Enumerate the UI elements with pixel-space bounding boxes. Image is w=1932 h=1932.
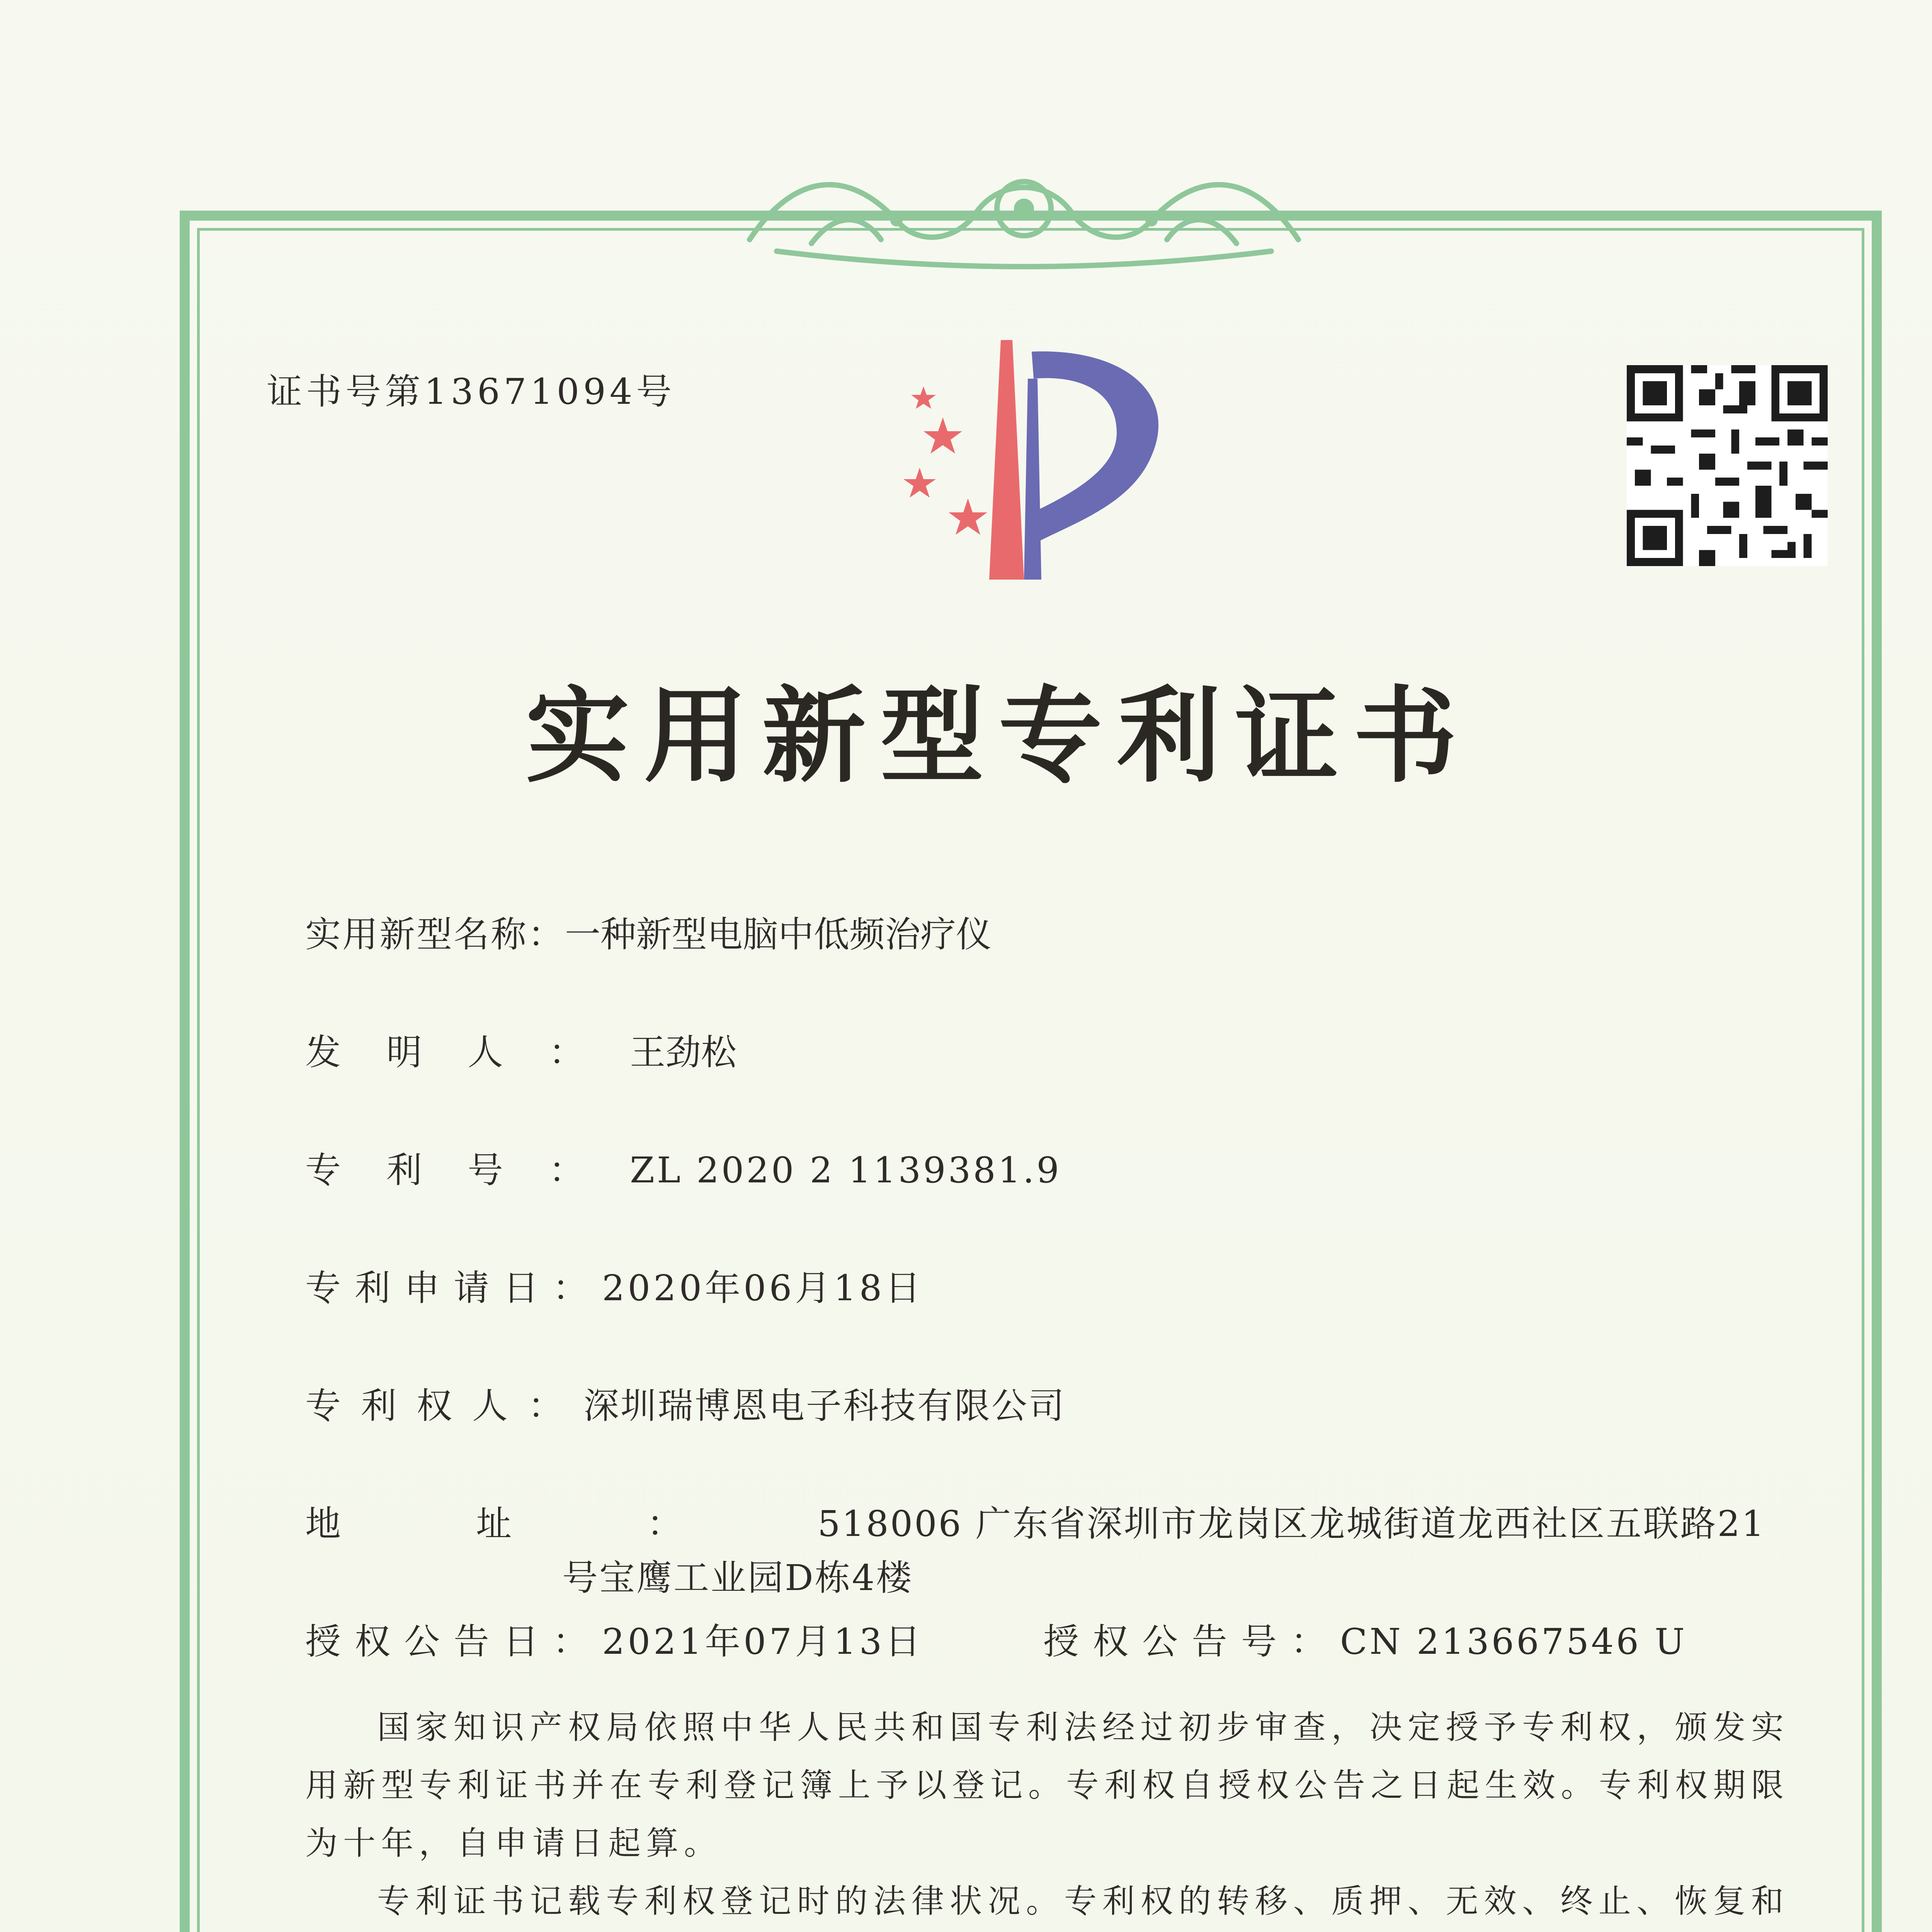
field-value: 号宝鹰工业园D栋4楼	[562, 1557, 913, 1599]
field-label: 发明人：	[305, 1032, 630, 1073]
field-grant-date	[305, 1613, 923, 1664]
patent-office-logo	[885, 340, 1194, 580]
field-grant-number	[1043, 1613, 1687, 1664]
field-label: 授权公告号：	[1043, 1621, 1340, 1662]
field-label: 专利号：	[305, 1150, 630, 1191]
field-value: 一种新型电脑中低频治疗仪	[565, 914, 992, 955]
field-value: 深圳瑞博恩电子科技有限公司	[583, 1385, 1066, 1427]
field-filing-date	[305, 1260, 923, 1311]
field-inventor	[305, 1024, 736, 1075]
legal-paragraph-2: 专利证书记载专利权登记时的法律状况。专利权的转移、质押、无效、终止、恢复和	[377, 1882, 1789, 1920]
field-address	[305, 1495, 1766, 1546]
field-value: 518006 广东省深圳市龙岗区龙城街道龙西社区五联路21	[818, 1503, 1766, 1544]
certificate-number: 证书号第13671094号	[267, 371, 676, 412]
field-label: 授权公告日：	[305, 1621, 602, 1662]
qr-code	[1627, 365, 1828, 566]
field-label: 专利申请日：	[305, 1267, 602, 1309]
field-patentee	[305, 1378, 1066, 1429]
field-label: 专利权人：	[305, 1385, 584, 1427]
field-value: 2021年07月13日	[602, 1621, 924, 1662]
field-address-line2	[562, 1549, 913, 1600]
field-patent-number	[305, 1142, 1061, 1193]
field-utility-model-name	[305, 906, 992, 957]
field-value: 王劲松	[630, 1032, 737, 1073]
field-value: 2020年06月18日	[602, 1267, 924, 1309]
field-label: 地址：	[305, 1503, 818, 1544]
field-value: CN 213667546 U	[1340, 1621, 1687, 1662]
legal-notice	[305, 1698, 1789, 1932]
certificate-title: 实用新型专利证书	[526, 675, 1472, 797]
field-value: ZL 2020 2 1139381.9	[630, 1150, 1061, 1191]
legal-paragraph-1: 国家知识产权局依照中华人民共和国专利法经过初步审查，决定授予专利权，颁发实用新型专利证书并在专利登记簿上予以登记。专利权自授权公告之日起生效。专利权期限为十年，自申请日起算。	[305, 1708, 1789, 1862]
field-label: 实用新型名称：	[305, 914, 565, 955]
top-ornament	[734, 155, 1314, 278]
